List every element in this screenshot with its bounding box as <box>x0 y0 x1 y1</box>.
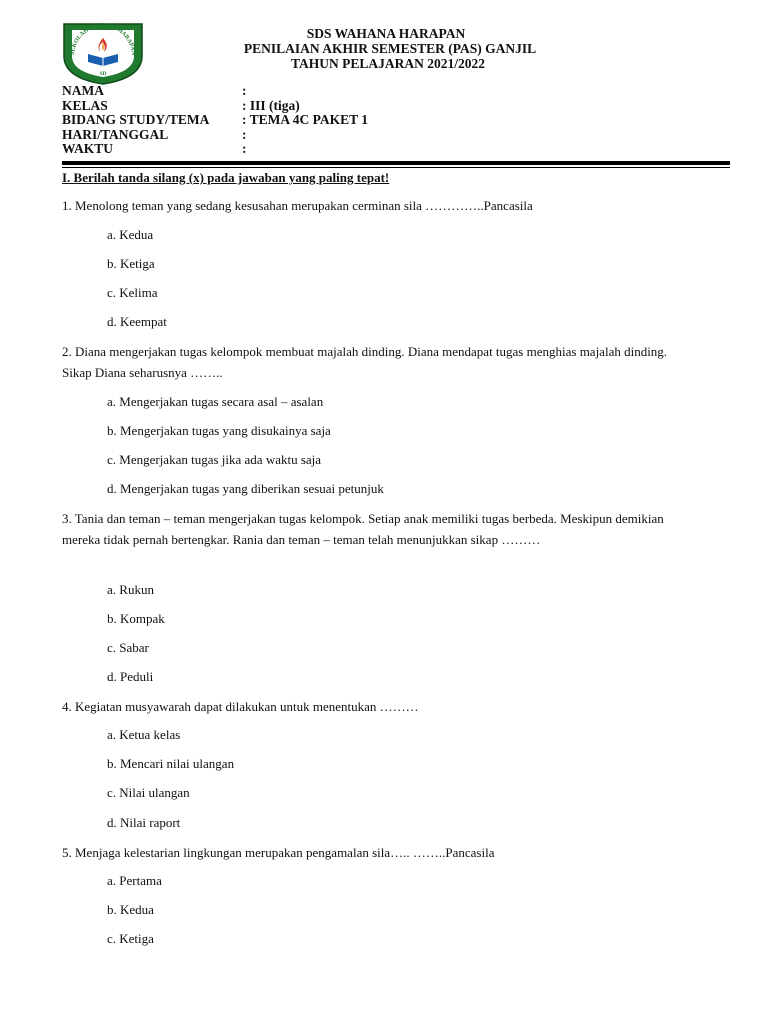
question-4: 4. Kegiatan musyawarah dapat dilakukan untuk menentukan ……… <box>62 699 419 714</box>
logo-arc-text: SEKOLAH WAHANA HARAPAN <box>69 22 137 56</box>
question-4-option-b[interactable]: b. Mencari nilai ulangan <box>107 756 235 771</box>
question-1-option-b[interactable]: b. Ketiga <box>107 256 155 271</box>
question-5: 5. Menjaga kelestarian lingkungan merupakan pengamalan sila….. ……..Pancasila <box>62 845 495 860</box>
logo-bottom-text: SD <box>99 71 107 77</box>
question-3-option-c[interactable]: c. Sabar <box>107 640 149 655</box>
identity-label: BIDANG STUDY/TEMA <box>62 112 210 127</box>
question-3-option-b[interactable]: b. Kompak <box>107 611 165 626</box>
student-identity <box>62 84 368 157</box>
question-2-option-a[interactable]: a. Mengerjakan tugas secara asal – asalan <box>107 394 324 409</box>
identity-label: NAMA <box>62 83 104 98</box>
question-3: 3. Tania dan teman – teman mengerjakan tugas kelompok. Setiap anak memiliki tugas berbeda. Meskipun demikian mereka tidak pernah bertengkar. Rania dan teman – teman telah menunjukkan sikap ……… <box>62 511 664 547</box>
identity-value: : <box>242 141 247 156</box>
question-2-option-c[interactable]: c. Mengerjakan tugas jika ada waktu saja <box>107 452 322 467</box>
identity-row-waktu <box>62 142 368 157</box>
identity-value: : TEMA 4C PAKET 1 <box>242 112 369 127</box>
section-instruction: I. Berilah tanda silang (x) pada jawaban yang paling tepat! <box>62 170 390 185</box>
question-1-option-c[interactable]: c. Kelima <box>107 285 158 300</box>
identity-value: : <box>242 126 247 142</box>
question-4-option-a[interactable]: a. Ketua kelas <box>107 727 181 742</box>
header-divider-thin <box>62 167 730 168</box>
question-1-option-a[interactable]: a. Kedua <box>107 227 154 242</box>
header-divider-thick <box>62 161 730 165</box>
school-name: SDS WAHANA HARAPAN <box>306 26 466 41</box>
identity-row-tanggal <box>62 128 368 143</box>
question-5-option-b[interactable]: b. Kedua <box>107 902 154 917</box>
question-5-option-a[interactable]: a. Pertama <box>107 873 162 888</box>
question-3-option-d[interactable]: d. Peduli <box>107 669 154 684</box>
question-1-option-d[interactable]: d. Keempat <box>107 314 167 329</box>
identity-label: HARI/TANGGAL <box>62 126 169 142</box>
question-2-option-b[interactable]: b. Mengerjakan tugas yang disukainya saja <box>107 423 331 438</box>
question-4-option-c[interactable]: c. Nilai ulangan <box>107 785 190 800</box>
question-1: 1. Menolong teman yang sedang kesusahan merupakan cerminan sila …………..Pancasila <box>62 198 533 213</box>
question-2: 2. Diana mengerjakan tugas kelompok membuat majalah dinding. Diana mendapat tugas menghias majalah dinding. Sikap Diana seharusnya …….. <box>62 344 668 380</box>
identity-row-tema <box>62 113 368 128</box>
identity-row-kelas <box>62 99 368 114</box>
identity-row-nama <box>62 84 368 99</box>
exam-title: PENILAIAN AKHIR SEMESTER (PAS) GANJIL <box>243 41 537 56</box>
identity-label: KELAS <box>62 97 108 113</box>
identity-label: WAKTU <box>62 141 114 156</box>
academic-year: TAHUN PELAJARAN 2021/2022 <box>290 56 485 71</box>
identity-value: : <box>242 83 247 98</box>
question-4-option-d[interactable]: d. Nilai raport <box>107 815 181 830</box>
question-5-option-c[interactable]: c. Ketiga <box>107 931 154 946</box>
identity-value: : III (tiga) <box>242 97 300 113</box>
question-2-option-d[interactable]: d. Mengerjakan tugas yang diberikan sesuai petunjuk <box>107 481 384 496</box>
question-3-option-a[interactable]: a. Rukun <box>107 582 154 597</box>
